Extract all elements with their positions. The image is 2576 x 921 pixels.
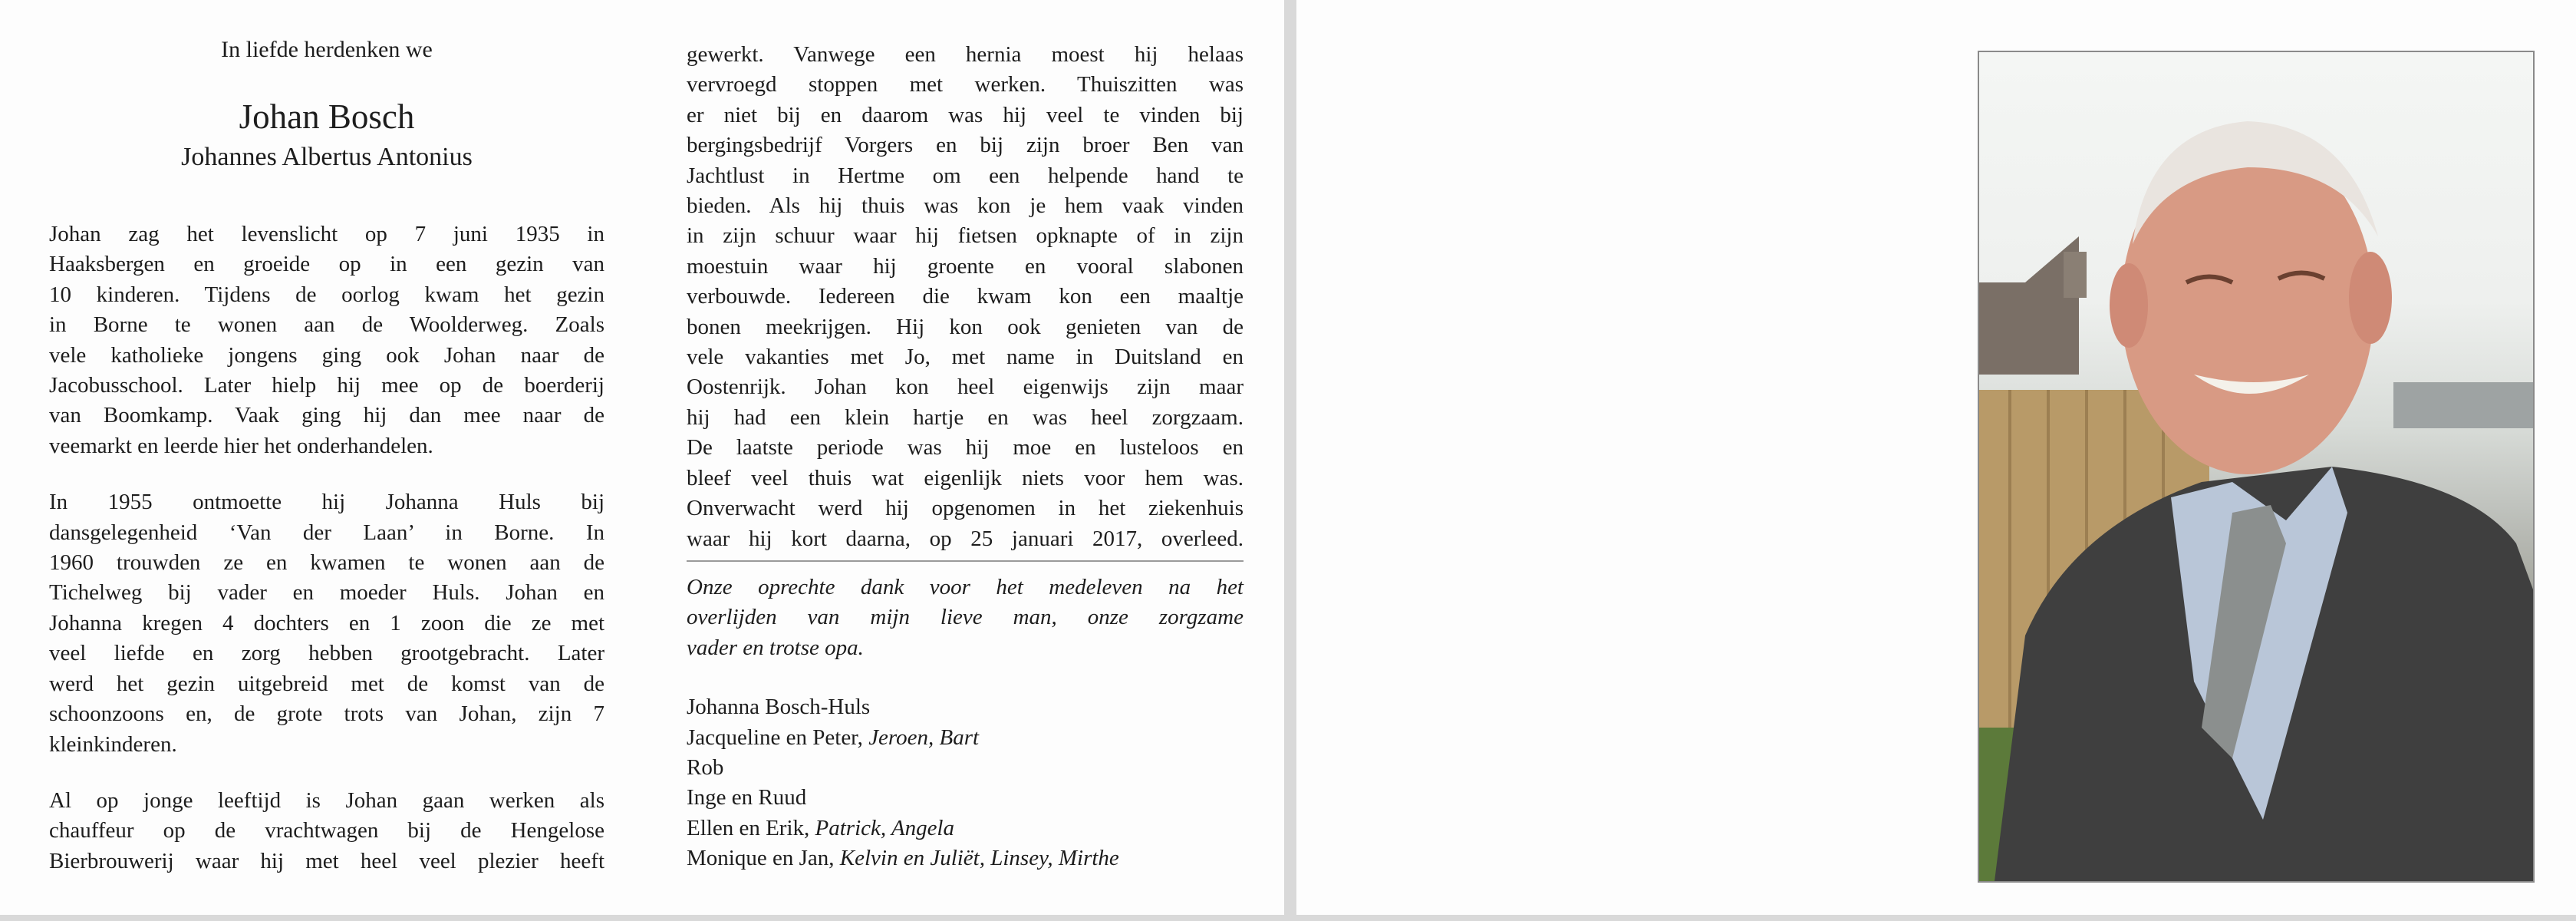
text-line: bergingsbedrijf Vorgers en bij zijn broer Ben van <box>687 133 1244 158</box>
family-names: Johanna Bosch-Huls <box>687 695 871 720</box>
family-list <box>687 692 1244 873</box>
biography-column-left <box>49 220 604 876</box>
biography-paragraph-3 <box>49 786 604 876</box>
family-member-line <box>687 843 1244 873</box>
divider <box>687 560 1244 562</box>
card-inside-page <box>0 0 1284 915</box>
text-line: bonen meekrijgen. Hij kon ook genieten van de <box>687 314 1244 339</box>
grandchildren-names: Patrick, Angela <box>815 815 954 840</box>
text-line: in Borne te wonen aan de Woolderweg. Zoals <box>49 312 604 338</box>
text-line: dansgelegenheid ‘Van der Laan’ in Borne. In <box>49 520 604 545</box>
intro-text: In liefde herdenken we <box>221 37 433 62</box>
text-line: veel liefde en zorg hebben grootgebracht. Later <box>49 641 604 666</box>
grandchildren-names: Jeroen, Bart <box>868 725 980 750</box>
text-line: bleef veel thuis wat eigenlijk niets voor hem was. <box>687 465 1244 490</box>
portrait-photo <box>1978 51 2535 883</box>
text-line: waar hij kort daarna, op 25 januari 2017, overleed. <box>687 526 1244 551</box>
text-line: chauffeur op de vrachtwagen bij de Hengelose <box>49 818 604 843</box>
biography-continued <box>687 40 1244 554</box>
text-line: bieden. Als hij thuis was kon je hem vaak vinden <box>687 193 1244 219</box>
family-member-line <box>687 753 1244 783</box>
text-line: Tichelweg bij vader en moeder Huls. Johan en <box>49 580 604 606</box>
text-line: in zijn schuur waar hij fietsen opknapte of in zijn <box>687 223 1244 249</box>
family-names: Jacqueline en Peter, <box>687 725 869 750</box>
text-line: hij had een klein hartje en was heel zorgzaam. <box>687 404 1244 430</box>
text-line: In 1955 ontmoette hij Johanna Huls bij <box>49 490 604 515</box>
family-member-line <box>687 783 1244 813</box>
biography-paragraph-2 <box>49 487 604 760</box>
portrait-illustration <box>1979 52 2533 881</box>
text-line: Bierbrouwerij waar hij met heel veel plezier heeft <box>49 848 604 873</box>
text-line: kleinkinderen. <box>49 731 177 757</box>
text-line: vele vakanties met Jo, met name in Duitsland en <box>687 345 1244 370</box>
deceased-full-name: Johannes Albertus Antonius <box>181 143 473 171</box>
thanks-line: Onze oprechte dank voor het medeleven na het <box>687 574 1244 599</box>
text-line: 10 kinderen. Tijdens de oorlog kwam het gezin <box>49 282 604 307</box>
text-line: schoonzoons en, de grote trots van Johan, zijn 7 <box>49 701 604 727</box>
text-line: Al op jonge leeftijd is Johan gaan werken als <box>49 787 604 813</box>
text-line: Johan zag het levenslicht op 7 juni 1935 in <box>49 222 604 246</box>
biography-paragraph-1 <box>49 220 604 461</box>
family-member-line <box>687 723 1244 753</box>
family-member-line <box>687 692 1244 722</box>
text-line: Jacobusschool. Later hielp hij mee op de boerderij <box>49 373 604 398</box>
thanks-text <box>687 573 1244 663</box>
family-names: Ellen en Erik, <box>687 815 815 840</box>
text-line: vele katholieke jongens ging ook Johan naar de <box>49 342 604 368</box>
text-line: er niet bij en daarom was hij veel te vinden bij <box>687 102 1244 127</box>
deceased-name: Johan Bosch <box>239 97 415 136</box>
family-names: Inge en Ruud <box>687 785 807 810</box>
text-line: Haaksbergen en groeide op in een gezin van <box>49 252 604 277</box>
thanks-line: overlijden van mijn lieve man, onze zorgzame <box>687 605 1244 630</box>
text-line: 1960 trouwden ze en kwamen te wonen aan de <box>49 550 604 576</box>
family-member-line <box>687 814 1244 843</box>
text-line: gewerkt. Vanwege een hernia moest hij helaas <box>687 42 1244 67</box>
family-names: Monique en Jan, <box>687 846 840 871</box>
text-line: verbouwde. Iedereen die kwam kon een maaltje <box>687 284 1244 309</box>
text-line: van Boomkamp. Vaak ging hij dan mee naar de <box>49 403 604 428</box>
text-line: werd het gezin uitgebreid met de komst van de <box>49 671 604 696</box>
text-line: moestuin waar hij groente en vooral slabonen <box>687 253 1244 279</box>
grandchildren-names: Kelvin en Juliët, Linsey, Mirthe <box>839 846 1119 871</box>
text-line: Johanna kregen 4 dochters en 1 zoon die ze met <box>49 610 604 635</box>
thanks-line: vader en trotse opa. <box>687 635 864 660</box>
text-line: Onverwacht werd hij opgenomen in het ziekenhuis <box>687 496 1244 521</box>
text-line: Oostenrijk. Johan kon heel eigenwijs zijn maar <box>687 375 1244 400</box>
biography-column-right <box>687 40 1244 874</box>
family-names: Rob <box>687 754 724 780</box>
text-line: De laatste periode was hij moe en lusteloos en <box>687 435 1244 460</box>
text-line: veemarkt en leerde hier het onderhandelen. <box>49 433 433 458</box>
card-photo-page <box>1296 0 2576 915</box>
text-line: Jachtlust in Hertme om een helpende hand te <box>687 163 1244 188</box>
text-line: vervroegd stoppen met werken. Thuiszitten was <box>687 72 1244 97</box>
